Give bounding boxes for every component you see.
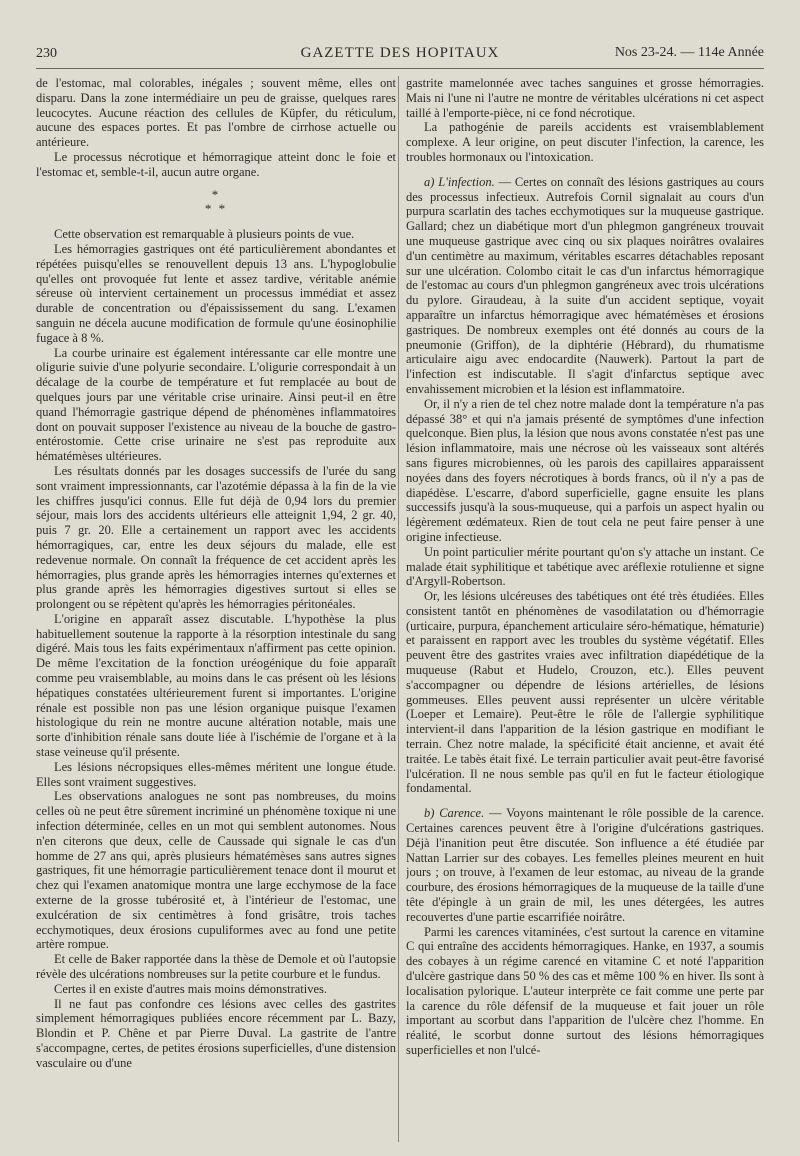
paragraph: Les observations analogues ne sont pas nombreuses, du moins celles où ne peut être sûrement incriminé un phénomène toxique ni une infection déterminée, celles en un mot qui semblent autonomes. Nous n'en citerons que deux, celle de Caussade qui signale le cas d'un homme de 27 ans qui, après plusieurs hématémèses sans autres signes gastriques, fit une hémorragie particulièrement tenace dont il mourut et chez qui l'examen anatomique montra une large ecchymose de la face externe de la grosse tubérosité et, à l'intérieur de l'estomac, une exulcération de six centimètres à fond grisâtre, trois taches ecchymotiques, deux érosions cupuliformes avec au fond une petite artère rompue. bbox=[36, 789, 396, 952]
paragraph: Et celle de Baker rapportée dans la thèse de Demole et où l'autopsie révèle des ulcérations nombreuses sur la petite courbure et le fundus. bbox=[36, 952, 396, 982]
section-heading: a) L'infection. bbox=[424, 174, 495, 189]
left-column bbox=[36, 76, 396, 1142]
page-header bbox=[36, 44, 764, 64]
paragraph: Les lésions nécropsiques elles-mêmes méritent une longue étude. Elles sont vraiment suggestives. bbox=[36, 759, 396, 789]
paragraph: Or, il n'y a rien de tel chez notre malade dont la température n'a pas dépassé 38° et qui n'a jamais présenté de symptômes d'une infection quelconque. Bien plus, la lésion que nous avons constatée n'est pas une lésion inflammatoire, mais une nécrose où les vaisseaux sont altérés sans figures microbiennes, où les parois des capillaires apparaissent noyées dans des foyers nécrotiques à bords francs, où il n'y a pas de diapédèse. L'escarre, d'abord superficielle, gagne ensuite les plans successifs jusqu'à la sous-muqueuse, qui a parfois un aspect hyalin ou légèrement œdémateux. Rien de tout cela ne peut faire penser à une origine infectieuse. bbox=[406, 396, 764, 544]
issue-info: Nos 23-24. — 114e Année bbox=[614, 45, 764, 60]
column-divider bbox=[398, 76, 399, 1142]
paragraph: Certes il en existe d'autres mais moins démonstratives. bbox=[54, 981, 328, 996]
section-separator: * * * bbox=[204, 186, 228, 217]
paragraph: Il ne faut pas confondre ces lésions avec celles des gastrites simplement hémorragiques publiées encore récemment par L. Bazy, Blondin et P. Chêne et par Pierre Duval. La gastrite de l'antre s'accompagne, certes, de petites érosions superficielles, d'une distension vasculaire ou d'une bbox=[36, 996, 396, 1070]
paragraph: a) L'infection. — Certes on connaît des lésions gastriques au cours des processus infectieux. Autrefois Cornil signalait au cours d'un purpura scarlatin des taches ecchymotiques sur la muqueuse gastrique. Gallard; chez un diabétique mort d'un phlegmon gangréneux trouvait une muqueuse gastrique avec cinq ou six plaques noirâtres ovalaires d'un centimètre au maximum, véritables escarres détachables reposant sur une ulcération. Colombo citait le cas d'un infarctus hémorragique de l'estomac au cours d'un phlegmon gangréneux avec trois ulcérations du pylore. Giraudeau, à la suite d'un accident septique, voyait apparaître un infarctus hémorragique avec hématémèses et érosions gastriques. De nombreux exemples ont été donnés au cours de la pneumonie (Griffon), de la diphtérie (Hébrard), du rhumatisme articulaire aigu avec endocardite (Nauwerk). Partout la part de l'infection est indiscutable. Il s'agit d'infarctus septique avec envahissement microbien et la lésion est inflammatoire. bbox=[406, 174, 764, 396]
paragraph: gastrite mamelonnée avec taches sanguines et grosse hémorragies. Mais ni l'une ni l'autre ne montre de véritables ulcérations ni cet aspect taillé à l'emporte-pièce, ni ce fond nécrotique. bbox=[406, 76, 764, 120]
paragraph: Or, les lésions ulcéreuses des tabétiques ont été très étudiées. Elles consistent tantôt en phénomènes de vasodilatation ou d'hémorragie (urticaire, purpura, épanchement articulaire séro-hématique, hématurie) et paraissent en rapport avec les troubles du système végétatif. Elles peuvent être des gastrites vraies avec infiltration diapédétique de la muqueuse (Rabut et Hudelo, Crouzon, etc.). Elles peuvent s'accompagner ou dépendre de lésions artérielles, de lésions gommeuses. Elles peuvent aussi représenter un ulcère véritable (Loeper et Lemaire). Peut-être le rôle de l'allergie syphilitique intervient-il dans l'apparition de la lésion gastrique en modifiant le terrain. Chez notre malade, la spécificité était ancienne, et avait été traitée. Le tabès était fixé. Le terrain particulier avait peut-être favorisé l'ulcération. Il ne nous semble pas qu'il en fut le facteur étiologique fondamental. bbox=[406, 589, 764, 796]
paragraph: Un point particulier mérite pourtant qu'on s'y attache un instant. Ce malade était syphilitique et tabétique avec aréflexie rotulienne et signe d'Argyll-Robertson. bbox=[406, 544, 764, 589]
page-number: 230 bbox=[36, 46, 57, 61]
section-heading: b) Carence. bbox=[424, 806, 485, 821]
paragraph: Les résultats donnés par les dosages successifs de l'urée du sang sont vraiment impressionnants, car l'azotémie dépassa à la fin de la vie les chiffres jusqu'ici connus. Elle fut déjà de 0,94 lors du premier séjour, mais lors des accidents ultérieurs elle atteignit 1,94, 2 gr. 40, puis 7 gr. 20. Elle a certainement un rapport avec les accidents hémorragiques, car, entre les deux séjours du malade, elle est redevenue normale. On connaît la fréquence de cet accident après les hémorragies, plus grande après les hémorragies internes qu'externes et plus grande après les hémorragies digestives surtout si elles se prolongent ou se répètent qu'après les hémorragies péritonéales. bbox=[36, 463, 396, 612]
paragraph: de l'estomac, mal colorables, inégales ; souvent même, elles ont disparu. Dans la zone intermédiaire un peu de graisse, quelques rares leucocytes. Aucune réaction des cellules de Küpfer, du réticulum, aucune des espaces portes. Et pas l'ombre de cirrhose actuelle ou antérieure. bbox=[36, 76, 396, 150]
paragraph: L'origine en apparaît assez discutable. L'hypothèse la plus habituellement soutenue la rapporte à la résorption intestinale du sang digéré. Mais tous les faits expérimentaux n'affirment pas cette opinion. De même l'excitation de la fonction uréogénique du foie apparaît comme peu vraisemblable, au moins dans le cas présent où les lésions hépatiques constatées ultérieurement furent si importantes. L'origine rénale est possible non pas une lésion organique puisque l'examen histologique du rein ne montre aucune altération notable, mais une sorte d'inhibition rénale sans doute liée à l'ischémie de l'organe et à la stase veineuse qu'il présente. bbox=[36, 611, 396, 760]
paragraph: b) Carence. — Voyons maintenant le rôle possible de la carence. Certaines carences peuvent être à l'origine d'ulcérations gastriques. Déjà l'inanition peut être discutée. Son influence a été étudiée par Nattan Larrier sur des cobayes. Les femelles pleines meurent en huit jours ; on trouve, à l'examen de leur estomac, au niveau de la grande courbure, des érosions hémorragiques de la muqueuse de la taille d'une tête d'épingle à un grain de mil, les unes détergées, les autres recouvertes d'une partie escarrifiée noirâtre. bbox=[406, 806, 764, 924]
header-rule bbox=[36, 68, 764, 69]
journal-title: GAZETTE DES HOPITAUX bbox=[300, 45, 500, 61]
right-column bbox=[406, 76, 764, 1142]
paragraph: Cette observation est remarquable à plusieurs points de vue. bbox=[54, 227, 355, 242]
paragraph: La courbe urinaire est également intéressante car elle montre une oligurie suivie d'une polyurie secondaire. L'oligurie correspondait à un décalage de la courbe de température et fut remplacée au bout de quelques jours par une véritable crise urinaire. Ainsi peut-il en être quand l'hémorragie gastrique dépend de phénomènes inflammatoires dont on pouvait supposer l'existence au niveau de la bouche de gastro-entérostomie. Cette crise urinaire ne s'est pas reproduite aux hématémèses ultérieures. bbox=[36, 345, 396, 464]
paragraph: Parmi les carences vitaminées, c'est surtout la carence en vitamine C qui entraîne des accidents hémorragiques. Hanke, en 1937, a soumis des cobayes à un régime carencé en vitamine C et noté l'apparition d'ulcère gastrique dans 50 % des cas et même 100 % en hiver. Ils sont à localisation pylorique. L'auteur interprète ce fait comme une perte par la carence du rôle défensif de la muqueuse et fait jouer un rôle important au scorbut dans l'apparition de l'ulcère chez l'homme. En réalité, le scorbut donne surtout des lésions hémorragiques superficielles et non l'ulcé- bbox=[406, 924, 764, 1057]
paragraph: Les hémorragies gastriques ont été particulièrement abondantes et répétées puisqu'elles se renouvellent depuis 13 ans. L'hypoglobulie qu'elles ont provoquée fut lente et assez tardive, véritable anémie séreuse où intervient certainement un processus immédiat et assez durable de concentration ou d'épaississement du sang. L'examen sanguin ne décela aucune modification de formule qu'une éosinophilie fugace à 8 %. bbox=[36, 241, 396, 345]
paragraph: Le processus nécrotique et hémorragique atteint donc le foie et l'estomac et, semble-t-il, aucun autre organe. bbox=[36, 149, 396, 179]
paragraph: La pathogénie de pareils accidents est vraisemblablement complexe. A leur origine, on peut discuter l'infection, la carence, les troubles hormonaux ou l'intoxication. bbox=[406, 120, 764, 164]
